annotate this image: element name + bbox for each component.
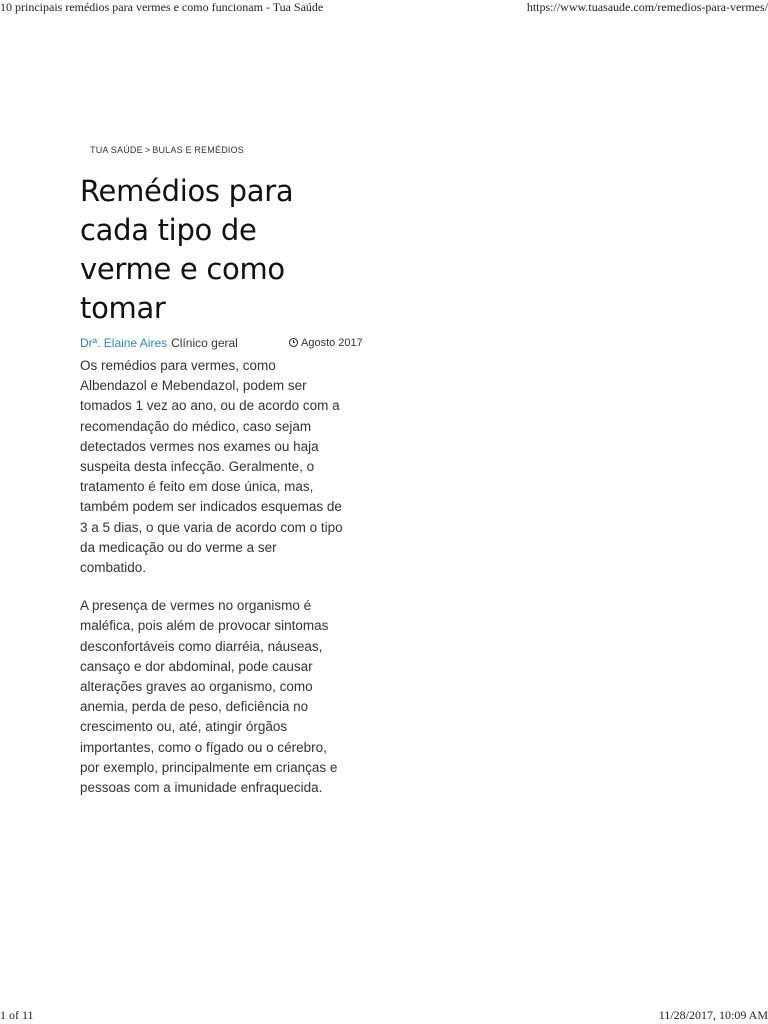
article-paragraph-2 <box>80 596 372 798</box>
paragraph-line: A presença de vermes no organismo é <box>80 598 312 614</box>
clock-icon <box>289 338 298 347</box>
print-footer-timestamp: 11/28/2017, 10:09 AM <box>658 1008 768 1022</box>
paragraph-line: da medicação ou do verme a ser <box>80 539 277 555</box>
paragraph-line: anemia, perda de peso, deficiência no <box>80 699 309 715</box>
paragraph-line: 3 a 5 dias, o que varia de acordo com o tipo <box>80 519 343 535</box>
paragraph-line: recomendação do médico, caso sejam <box>80 418 312 434</box>
title-line: verme e como <box>80 252 285 286</box>
paragraph-line: maléfica, pois além de provocar sintomas <box>80 618 329 634</box>
article-meta <box>80 336 372 354</box>
article-paragraph-1 <box>80 356 372 578</box>
paragraph-line: cansaço e dor abdominal, pode causar <box>80 658 313 674</box>
paragraph-line: Albendazol e Mebendazol, podem ser <box>80 378 307 394</box>
breadcrumb <box>90 145 244 155</box>
breadcrumb-home-link[interactable]: TUA SAÚDE <box>90 145 143 155</box>
paragraph-line: Os remédios para vermes, como <box>80 358 276 373</box>
paragraph-line: tomados 1 vez ao ano, ou de acordo com a <box>80 398 340 414</box>
paragraph-line: por exemplo, principalmente em crianças e <box>80 759 338 775</box>
author-specialty: Clínico geral <box>171 336 238 350</box>
paragraph-line: importantes, como o fígado ou o cérebro, <box>80 739 327 755</box>
title-line: cada tipo de <box>80 213 257 247</box>
print-footer-page-count: 1 of 11 <box>0 1008 34 1022</box>
paragraph-line: também podem ser indicados esquemas de <box>80 499 342 515</box>
title-line: tomar <box>80 291 166 325</box>
author-link[interactable]: Drª. Elaine Aires <box>80 336 168 350</box>
article-date-text: Agosto 2017 <box>301 337 363 349</box>
paragraph-line: alterações graves ao organismo, como <box>80 679 313 695</box>
paragraph-line: desconfortáveis como diarréia, náuseas, <box>80 638 323 654</box>
paragraph-line: detectados vermes nos exames ou haja <box>80 438 319 454</box>
article-title <box>80 172 372 328</box>
breadcrumb-separator: > <box>144 145 151 155</box>
print-header-url: https://www.tuasaude.com/remedios-para-vermes/ <box>526 0 768 14</box>
title-line: Remédios para <box>80 174 294 208</box>
paragraph-line: crescimento ou, até, atingir órgãos <box>80 719 288 735</box>
paragraph-line: combatido. <box>80 560 147 576</box>
article <box>80 172 372 798</box>
paragraph-line: pessoas com a imunidade enfraquecida. <box>80 780 323 796</box>
paragraph-line: suspeita desta infecção. Geralmente, o <box>80 459 315 475</box>
print-header-page-title: 10 principais remédios para vermes e como funcionam - Tua Saúde <box>0 0 324 14</box>
breadcrumb-section-link[interactable]: BULAS E REMÉDIOS <box>152 145 245 155</box>
article-date <box>289 337 363 349</box>
paragraph-line: tratamento é feito em dose única, mas, <box>80 479 314 495</box>
